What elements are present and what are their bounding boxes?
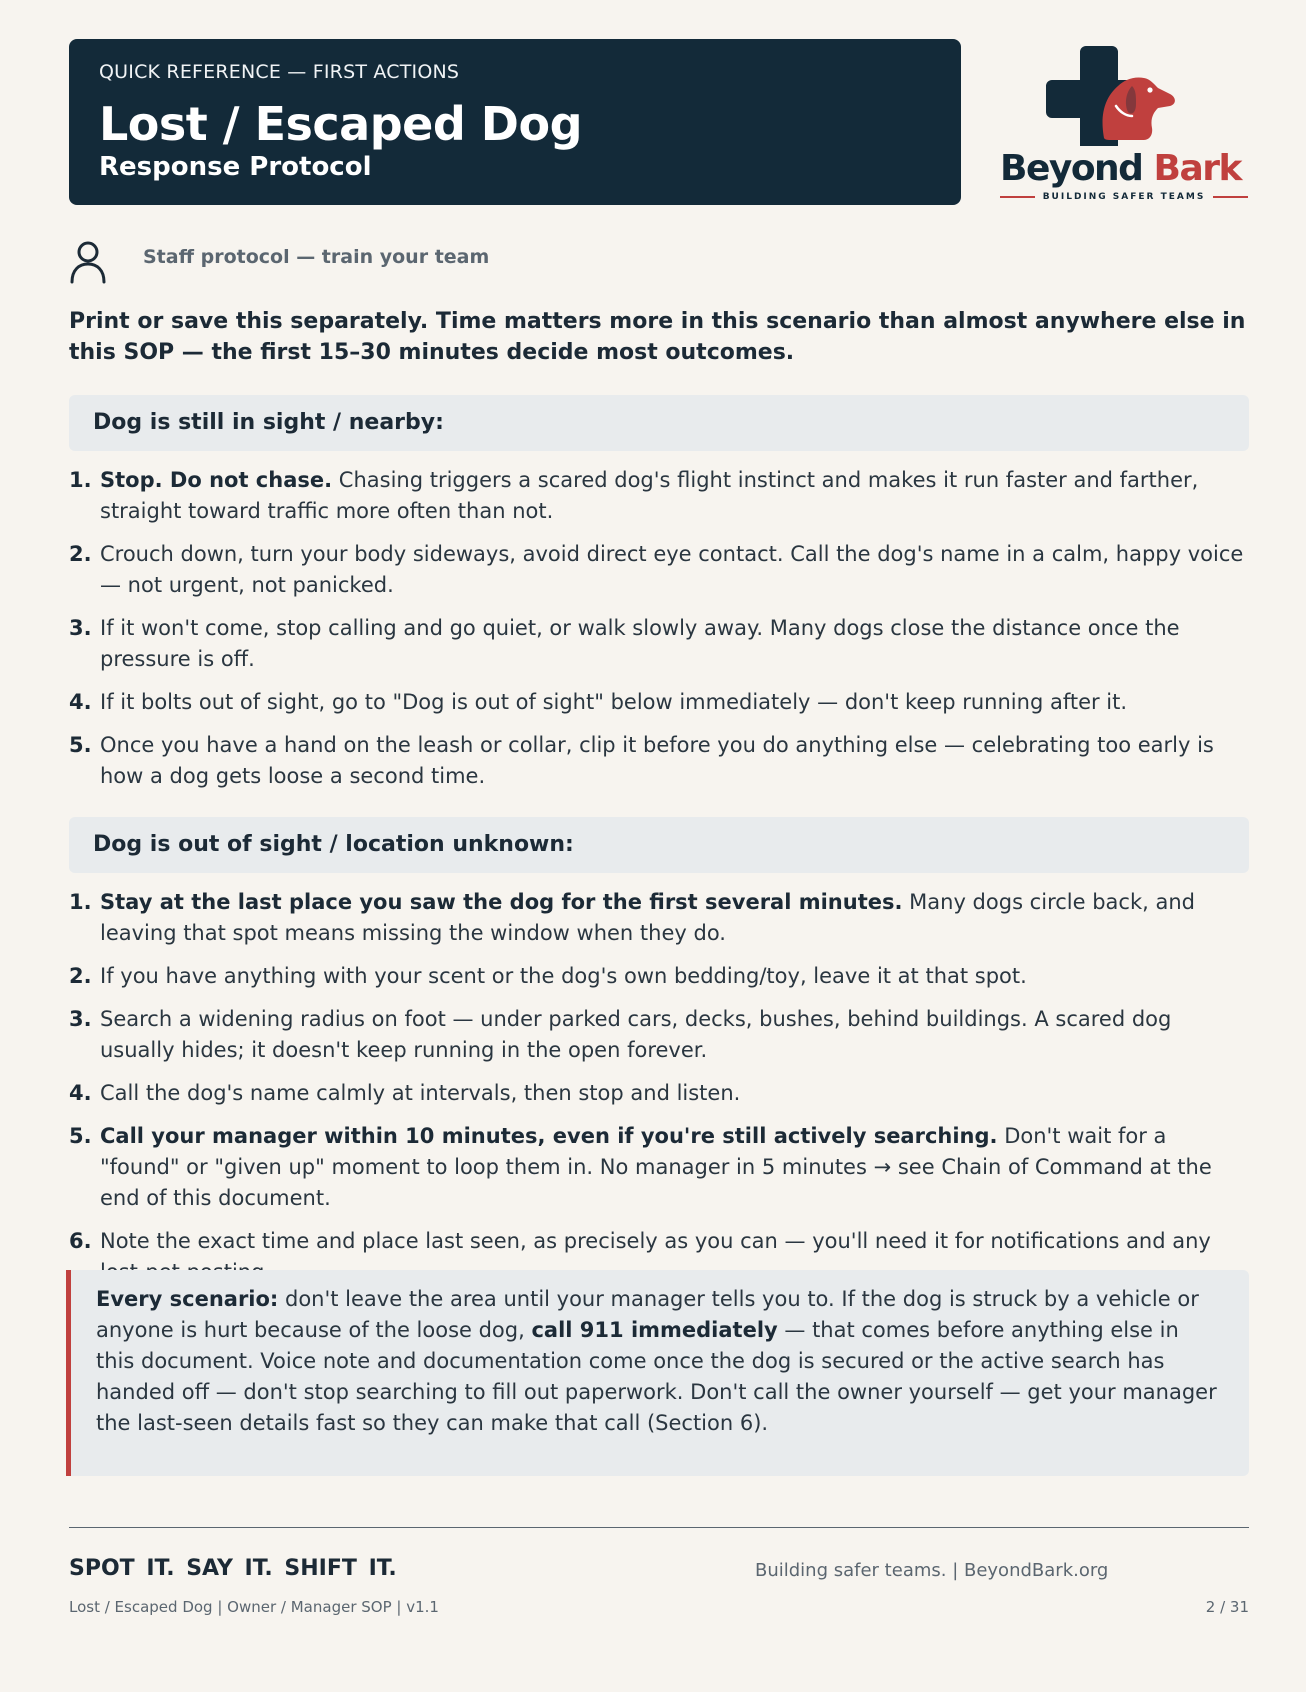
step-item — [69, 1078, 1249, 1109]
step-emphasis: Stay at the last place you saw the dog for the first several minutes. — [100, 890, 903, 914]
header-banner — [69, 39, 961, 205]
step-text: Search a widening radius on foot — under parked cars, decks, bushes, behind buildings. A scared dog usually hides; it doesn't keep running in the open forever. — [100, 1007, 1172, 1062]
step-text: If it won't come, stop calling and go quiet, or walk slowly away. Many dogs close the distance once the pressure is off. — [100, 616, 1180, 671]
step-item — [69, 730, 1249, 792]
step-text: Don't wait for a "found" or "given up" moment to loop them in. No manager in 5 minutes → see Chain of Command at the end of this document. — [100, 1124, 1212, 1210]
every-scenario-callout — [66, 1270, 1249, 1476]
tagline-rule-left — [1000, 196, 1035, 198]
step-text: Chasing triggers a scared dog's flight instinct and makes it run faster and farther, straight toward traffic more often than not. — [100, 468, 1199, 523]
step-number: 5. — [69, 733, 92, 757]
callout-text-2: — that comes before anything else in this document. Voice note and documentation come once the dog is secured or the active search has handed off — don't stop searching to fill out paperwork. Don't call the owner yourself — get your manager the last-seen details fast so they can make that call (Section 6). — [96, 1318, 1217, 1435]
callout-emphasis: call 911 immediately — [531, 1318, 778, 1342]
brand-logo — [1000, 46, 1252, 206]
audience-row — [69, 240, 769, 288]
tagline-text: BUILDING SAFER TEAMS — [1042, 192, 1206, 202]
step-number: 3. — [69, 616, 92, 640]
callout-lead: Every scenario: — [96, 1287, 279, 1311]
intro-paragraph: Print or save this separately. Time matters more in this scenario than almost anywhere else in this SOP — the first 15–30 minutes decide most outcomes. — [69, 309, 1246, 365]
step-emphasis: Stop. Do not chase. — [100, 468, 333, 492]
logo-word-beyond: Beyond — [1000, 148, 1143, 189]
step-text: Call the dog's name calmly at intervals, then stop and listen. — [100, 1081, 741, 1105]
step-item — [69, 961, 1249, 992]
step-text: Many dogs circle back, and leaving that spot means missing the window when they do. — [100, 890, 1195, 945]
step-item — [69, 687, 1249, 718]
callout-text-1: don't leave the area until your manager tells you to. If the dog is struck by a vehicle or anyone is hurt because of the loose dog, — [96, 1287, 1199, 1342]
step-item — [69, 887, 1249, 949]
logo-tagline — [1000, 192, 1248, 202]
page-title: Lost / Escaped Dog — [99, 97, 583, 151]
footer-doc-info: Lost / Escaped Dog | Owner / Manager SOP | v1.1 — [69, 1598, 439, 1616]
page-number: 2 / 31 — [1205, 1598, 1249, 1616]
step-text: If you have anything with your scent or the dog's own bedding/toy, leave it at that spot. — [100, 964, 1027, 988]
step-item — [69, 613, 1249, 675]
step-number: 4. — [69, 690, 92, 714]
footer-slogan: SPOT IT. SAY IT. SHIFT IT. — [69, 1556, 397, 1581]
footer-site: Building safer teams. | BeyondBark.org — [755, 1560, 1109, 1581]
step-item — [69, 465, 1249, 527]
step-number: 4. — [69, 1081, 92, 1105]
dog-cross-logo-icon — [1000, 46, 1252, 146]
header-kicker: QUICK REFERENCE — FIRST ACTIONS — [99, 61, 460, 83]
page-subtitle: Response Protocol — [99, 151, 372, 182]
footer-divider — [69, 1527, 1249, 1528]
logo-wordmark — [1000, 148, 1241, 189]
person-icon — [69, 240, 107, 284]
step-number: 2. — [69, 964, 92, 988]
step-emphasis: Call your manager within 10 minutes, even if you're still actively searching. — [100, 1124, 998, 1148]
steps-list-unknown — [69, 887, 1249, 1300]
step-number: 3. — [69, 1007, 92, 1031]
step-number: 6. — [69, 1229, 92, 1253]
logo-word-bark: Bark — [1153, 148, 1241, 189]
step-text: Once you have a hand on the leash or collar, clip it before you do anything else — celebrating too early is how a dog gets loose a second time. — [100, 733, 1214, 788]
step-number: 2. — [69, 542, 92, 566]
section-heading-unknown: Dog is out of sight / location unknown: — [69, 817, 1249, 873]
steps-list-nearby — [69, 465, 1249, 804]
step-text: If it bolts out of sight, go to "Dog is out of sight" below immediately — don't keep running after it. — [100, 690, 1128, 714]
step-item — [69, 539, 1249, 601]
step-number: 5. — [69, 1124, 92, 1148]
step-number: 1. — [69, 468, 92, 492]
tagline-rule-right — [1213, 196, 1248, 198]
step-text: Note the exact time and place last seen, as precisely as you can — you'll need it for notifications and any — [100, 1229, 1211, 1253]
step-item — [69, 1004, 1249, 1066]
step-text: Crouch down, turn your body sideways, avoid direct eye contact. Call the dog's name in a calm, happy voice — not urgent, not panicked. — [100, 542, 1244, 597]
step-item — [69, 1121, 1249, 1214]
step-number: 1. — [69, 890, 92, 914]
audience-label: Staff protocol — train your team — [143, 246, 490, 268]
section-heading-nearby: Dog is still in sight / nearby: — [69, 395, 1249, 451]
